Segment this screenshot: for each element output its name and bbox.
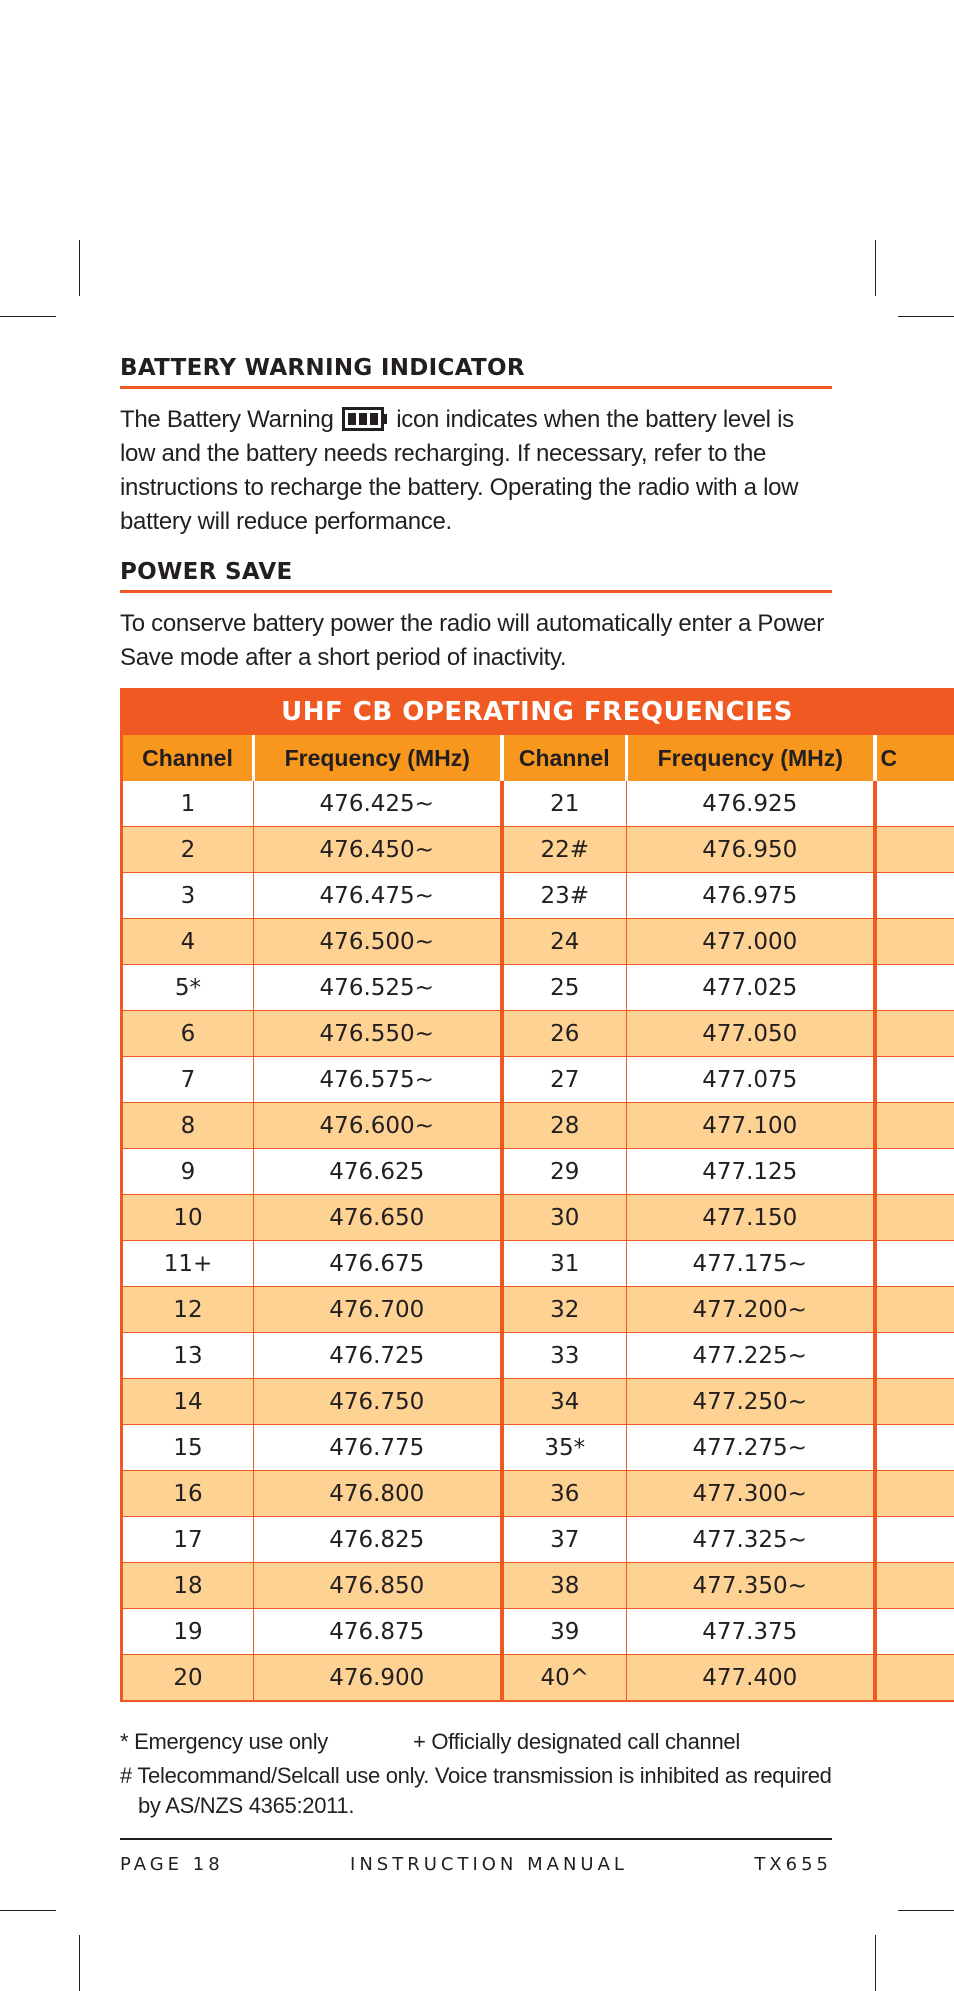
channel-cell: 18: [122, 1563, 254, 1609]
note-call-channel: + Officially designated call channel: [413, 1729, 740, 1754]
frequency-cell: 476.875: [254, 1609, 502, 1655]
frequency-cell: 477.375: [627, 1609, 875, 1655]
crop-mark: [898, 316, 954, 317]
table-row: [122, 1425, 954, 1471]
channel-cell: 23#: [502, 873, 627, 919]
frequency-cell: 476.900: [254, 1655, 502, 1702]
battery-warning-text: [120, 403, 832, 539]
frequency-cell: 477.150: [627, 1195, 875, 1241]
channel-cell: 3: [122, 873, 254, 919]
power-save-heading: POWER SAVE: [120, 559, 832, 593]
channel-cell: 37: [502, 1517, 627, 1563]
cut-off-column-cell: [875, 1517, 954, 1563]
footer-page-number: PAGE 18: [120, 1854, 224, 1875]
channel-cell: 4: [122, 919, 254, 965]
footer-manual-title: INSTRUCTION MANUAL: [350, 1854, 628, 1875]
column-header-channel: Channel: [122, 735, 254, 781]
channel-cell: 27: [502, 1057, 627, 1103]
table-row: [122, 1333, 954, 1379]
table-header-row: [122, 735, 954, 781]
table-row: [122, 1609, 954, 1655]
frequency-cell: 477.325~: [627, 1517, 875, 1563]
channel-cell: 24: [502, 919, 627, 965]
cut-off-column-cell: [875, 1103, 954, 1149]
channel-cell: 5*: [122, 965, 254, 1011]
frequency-cell: 477.275~: [627, 1425, 875, 1471]
crop-mark: [875, 240, 876, 296]
frequency-cell: 477.400: [627, 1655, 875, 1702]
channel-cell: 21: [502, 781, 627, 827]
crop-mark: [0, 316, 56, 317]
crop-mark: [0, 1910, 56, 1911]
channel-cell: 7: [122, 1057, 254, 1103]
channel-cell: 9: [122, 1149, 254, 1195]
battery-text-after: icon indicates when the battery level is low and the battery needs recharging. If necessary, refer to the instructions to recharge the battery. Operating the radio with a low battery will reduce performance.: [120, 406, 799, 535]
cut-off-column-cell: [875, 1379, 954, 1425]
channel-cell: 19: [122, 1609, 254, 1655]
channel-cell: 8: [122, 1103, 254, 1149]
frequency-cell: 477.300~: [627, 1471, 875, 1517]
footer-model: TX655: [754, 1854, 832, 1875]
frequency-cell: 476.625: [254, 1149, 502, 1195]
crop-mark: [79, 1935, 80, 1991]
column-header-frequency: Frequency (MHz): [627, 735, 875, 781]
frequency-cell: 477.000: [627, 919, 875, 965]
frequency-cell: 477.200~: [627, 1287, 875, 1333]
battery-icon: [342, 407, 388, 431]
channel-cell: 39: [502, 1609, 627, 1655]
table-row: [122, 781, 954, 827]
cut-off-column-cell: [875, 1149, 954, 1195]
cut-off-column-cell: [875, 1609, 954, 1655]
frequency-cell: 476.550~: [254, 1011, 502, 1057]
channel-cell: 2: [122, 827, 254, 873]
crop-mark: [898, 1910, 954, 1911]
channel-cell: 22#: [502, 827, 627, 873]
cut-off-column-cell: [875, 1195, 954, 1241]
page-footer: [120, 1838, 832, 1875]
frequency-cell: 477.350~: [627, 1563, 875, 1609]
frequency-cell: 476.500~: [254, 919, 502, 965]
channel-cell: 32: [502, 1287, 627, 1333]
frequency-table: [120, 735, 954, 1702]
cut-off-column-cell: [875, 1287, 954, 1333]
channel-cell: 12: [122, 1287, 254, 1333]
note-telecommand: # Telecommand/Selcall use only. Voice transmission is inhibited as required by AS/NZS 4365:2011.: [120, 1763, 832, 1818]
table-row: [122, 873, 954, 919]
channel-cell: 6: [122, 1011, 254, 1057]
power-save-text: To conserve battery power the radio will automatically enter a Power Save mode after a short period of inactivity.: [120, 610, 824, 671]
channel-cell: 11+: [122, 1241, 254, 1287]
frequency-cell: 476.725: [254, 1333, 502, 1379]
channel-cell: 30: [502, 1195, 627, 1241]
channel-cell: 29: [502, 1149, 627, 1195]
channel-cell: 16: [122, 1471, 254, 1517]
cut-off-column-cell: [875, 1563, 954, 1609]
frequency-cell: 476.825: [254, 1517, 502, 1563]
frequency-cell: 477.025: [627, 965, 875, 1011]
frequency-cell: 476.675: [254, 1241, 502, 1287]
cut-off-column-cell: [875, 1011, 954, 1057]
frequency-cell: 476.800: [254, 1471, 502, 1517]
cut-off-column-cell: [875, 781, 954, 827]
table-footnotes: [120, 1727, 832, 1821]
table-row: [122, 1655, 954, 1702]
cut-off-column-cell: [875, 1655, 954, 1702]
frequency-cell: 476.575~: [254, 1057, 502, 1103]
channel-cell: 10: [122, 1195, 254, 1241]
channel-cell: 20: [122, 1655, 254, 1702]
channel-cell: 14: [122, 1379, 254, 1425]
frequency-cell: 476.950: [627, 827, 875, 873]
channel-cell: 35*: [502, 1425, 627, 1471]
note-emergency: * Emergency use only: [120, 1729, 328, 1754]
frequency-cell: 476.750: [254, 1379, 502, 1425]
cut-off-column-cell: [875, 873, 954, 919]
table-row: [122, 827, 954, 873]
column-header-frequency: Frequency (MHz): [254, 735, 502, 781]
column-header-channel: C: [875, 735, 954, 781]
frequency-cell: 477.125: [627, 1149, 875, 1195]
frequency-table-title: UHF CB OPERATING FREQUENCIES: [120, 688, 954, 735]
frequency-cell: 477.050: [627, 1011, 875, 1057]
table-row: [122, 1241, 954, 1287]
frequency-cell: 476.775: [254, 1425, 502, 1471]
frequency-cell: 476.600~: [254, 1103, 502, 1149]
channel-cell: 31: [502, 1241, 627, 1287]
frequency-cell: 476.425~: [254, 781, 502, 827]
table-row: [122, 1103, 954, 1149]
cut-off-column-cell: [875, 919, 954, 965]
frequency-cell: 476.650: [254, 1195, 502, 1241]
frequency-cell: 477.250~: [627, 1379, 875, 1425]
channel-cell: 15: [122, 1425, 254, 1471]
frequency-cell: 477.075: [627, 1057, 875, 1103]
cut-off-column-cell: [875, 1425, 954, 1471]
channel-cell: 26: [502, 1011, 627, 1057]
channel-cell: 17: [122, 1517, 254, 1563]
channel-cell: 1: [122, 781, 254, 827]
channel-cell: 28: [502, 1103, 627, 1149]
crop-mark: [875, 1935, 876, 1991]
frequency-cell: 476.850: [254, 1563, 502, 1609]
table-row: [122, 1379, 954, 1425]
cut-off-column-cell: [875, 1241, 954, 1287]
table-row: [122, 919, 954, 965]
cut-off-column-cell: [875, 1057, 954, 1103]
table-row: [122, 1149, 954, 1195]
frequency-cell: 476.450~: [254, 827, 502, 873]
channel-cell: 33: [502, 1333, 627, 1379]
frequency-cell: 476.925: [627, 781, 875, 827]
table-row: [122, 1287, 954, 1333]
cut-off-column-cell: [875, 1333, 954, 1379]
cut-off-column-cell: [875, 965, 954, 1011]
channel-cell: 36: [502, 1471, 627, 1517]
table-row: [122, 965, 954, 1011]
battery-text-before: The Battery Warning: [120, 406, 334, 433]
frequency-cell: 477.225~: [627, 1333, 875, 1379]
table-row: [122, 1195, 954, 1241]
frequency-cell: 476.525~: [254, 965, 502, 1011]
cut-off-column-cell: [875, 1471, 954, 1517]
channel-cell: 25: [502, 965, 627, 1011]
channel-cell: 34: [502, 1379, 627, 1425]
crop-mark: [79, 240, 80, 296]
frequency-table-container: [120, 688, 954, 1702]
table-row: [122, 1563, 954, 1609]
table-row: [122, 1011, 954, 1057]
frequency-cell: 477.100: [627, 1103, 875, 1149]
channel-cell: 38: [502, 1563, 627, 1609]
battery-warning-heading: BATTERY WARNING INDICATOR: [120, 355, 832, 389]
frequency-cell: 476.475~: [254, 873, 502, 919]
channel-cell: 13: [122, 1333, 254, 1379]
frequency-cell: 476.700: [254, 1287, 502, 1333]
channel-cell: 40^: [502, 1655, 627, 1702]
table-row: [122, 1471, 954, 1517]
frequency-cell: 477.175~: [627, 1241, 875, 1287]
table-row: [122, 1517, 954, 1563]
table-row: [122, 1057, 954, 1103]
frequency-cell: 476.975: [627, 873, 875, 919]
cut-off-column-cell: [875, 827, 954, 873]
column-header-channel: Channel: [502, 735, 627, 781]
manual-page-content: [120, 355, 832, 691]
